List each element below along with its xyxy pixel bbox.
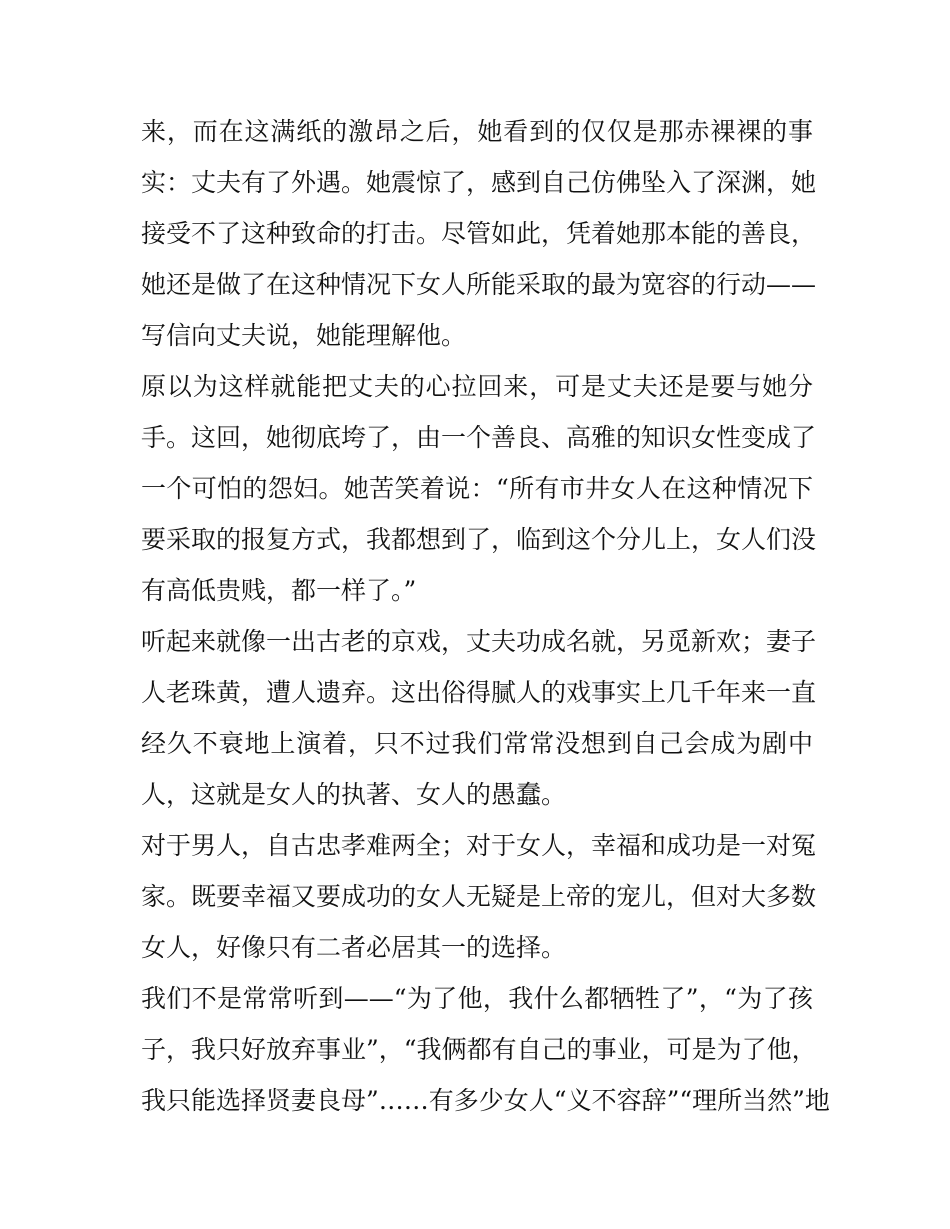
text-line: 有高低贵贱，都一样了。” <box>141 576 417 605</box>
text-line: 人老珠黄，遭人遗弃。这出俗得腻人的戏事实上几千年来一直 <box>141 678 817 707</box>
text-line: 手。这回，她彻底垮了，由一个善良、高雅的知识女性变成了 <box>141 423 817 452</box>
text-line: 实：丈夫有了外遇。她震惊了，感到自己仿佛坠入了深渊，她 <box>141 168 817 197</box>
text-line: 听起来就像一出古老的京戏，丈夫功成名就，另觅新欢；妻子 <box>141 627 817 656</box>
text-line: 一个可怕的怨妇。她苦笑着说：“所有市井女人在这种情况下 <box>141 474 813 503</box>
text-line: 她还是做了在这种情况下女人所能采取的最为宽容的行动—— <box>141 270 817 299</box>
text-line: 子，我只好放弃事业”，“我俩都有自己的事业，可是为了他， <box>141 1035 817 1064</box>
body-text <box>141 106 830 1126</box>
text-line: 写信向丈夫说，她能理解他。 <box>141 321 467 350</box>
text-line: 接受不了这种致命的打击。尽管如此，凭着她那本能的善良， <box>141 219 817 248</box>
text-line: 女人，好像只有二者必居其一的选择。 <box>141 933 567 962</box>
text-line: 原以为这样就能把丈夫的心拉回来，可是丈夫还是要与她分 <box>141 372 813 401</box>
text-line: 来，而在这满纸的激昂之后，她看到的仅仅是那赤裸裸的事 <box>141 117 813 146</box>
text-line: 我们不是常常听到——“为了他，我什么都牺牲了”，“为了孩 <box>141 984 813 1013</box>
text-line: 家。既要幸福又要成功的女人无疑是上帝的宠儿，但对大多数 <box>141 882 817 911</box>
text-line: 对于男人，自古忠孝难两全；对于女人，幸福和成功是一对冤 <box>141 831 817 860</box>
text-line: 要采取的报复方式，我都想到了，临到这个分儿上，女人们没 <box>141 525 817 554</box>
text-line: 人，这就是女人的执著、女人的愚蠢。 <box>141 780 567 809</box>
text-line: 经久不衰地上演着，只不过我们常常没想到自己会成为剧中 <box>141 729 813 758</box>
text-line: 我只能选择贤妻良母”……有多少女人“义不容辞”“理所当然”地 <box>141 1086 830 1115</box>
